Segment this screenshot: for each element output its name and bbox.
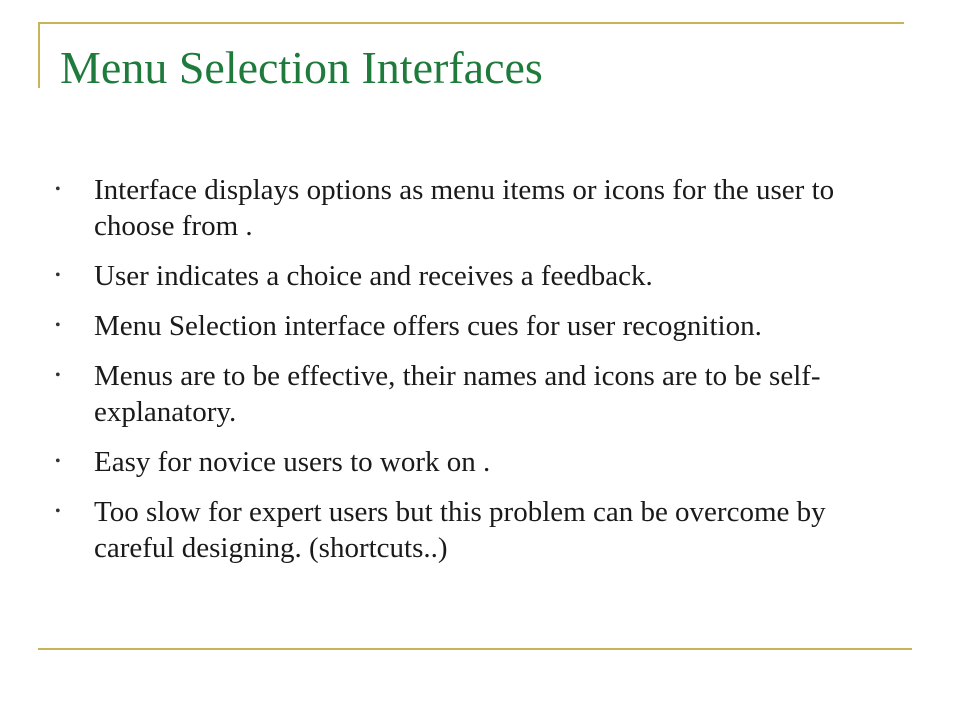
bullet-item [55,172,895,244]
bullet-text: Interface displays options as menu items or icons for the user to choose from . [94,174,835,242]
bullet-item [55,494,895,566]
bullet-item [55,358,895,430]
slide-title: Menu Selection Interfaces [60,42,543,93]
frame-left-line [38,22,40,88]
bullet-dot-icon: • [55,317,61,334]
frame-top-line [38,22,904,24]
bullet-text: Too slow for expert users but this problem can be overcome by careful designing. (shortcuts..) [94,496,826,564]
bullet-list [55,172,895,580]
bullet-item [55,308,895,344]
frame-bottom-line [38,648,912,650]
bullet-dot-icon: • [55,181,61,198]
bullet-item [55,444,895,480]
bullet-text: Menus are to be effective, their names and icons are to be self-explanatory. [94,360,821,428]
bullet-dot-icon: • [55,267,61,284]
bullet-dot-icon: • [55,503,61,520]
bullet-dot-icon: • [55,453,61,470]
bullet-text: Menu Selection interface offers cues for user recognition. [94,310,762,342]
bullet-text: User indicates a choice and receives a feedback. [94,260,653,292]
bullet-text: Easy for novice users to work on . [94,446,491,478]
bullet-dot-icon: • [55,367,61,384]
bullet-item [55,258,895,294]
